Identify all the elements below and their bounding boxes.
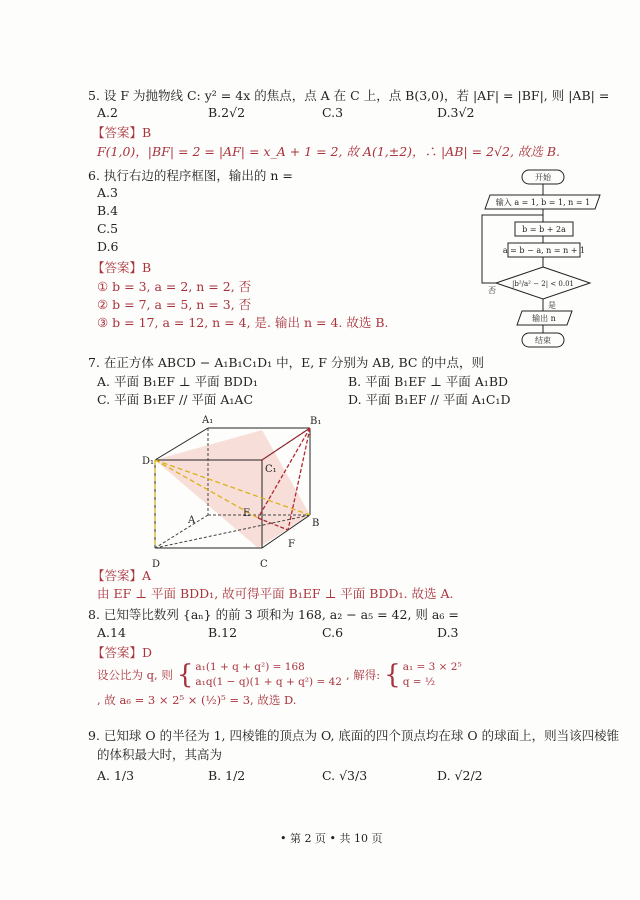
q5-stem: 5. 设 F 为抛物线 C: y² = 4x 的焦点，点 A 在 C 上，点 B(3,0)，若 |AF| = |BF|, 则 |AB| = (88, 88, 610, 103)
q7-option-b: B. 平面 B₁EF ⊥ 平面 A₁BD (348, 374, 509, 389)
q8-sys2-eq1: a₁ = 3 × 2⁵ (402, 661, 462, 673)
q8-option-c: C.6 (322, 625, 344, 640)
q9-option-b: B. 1/2 (208, 768, 246, 783)
flow-start-label: 开始 (535, 173, 551, 182)
flow-end-label: 结束 (535, 336, 551, 345)
q8-system-1-equations (195, 660, 342, 690)
q8-sol-mid: , 解得: (345, 668, 381, 682)
q8-sys1-eq2: a₁q(1 − q)(1 + q + q²) = 42 (195, 676, 342, 688)
q8-system-2 (384, 660, 462, 690)
q9-option-a: A. 1/3 (97, 768, 135, 783)
flow-no-label: 否 (488, 286, 496, 295)
q8-sol-end: , 故 a₆ = 3 × 2⁵ × (½)⁵ = 3, 故选 D. (97, 693, 297, 707)
q5-answer: 【答案】B (92, 125, 152, 140)
q6-step: ① b = 3, a = 2, n = 2, 否 (97, 279, 252, 294)
label-c: C (260, 559, 268, 570)
q6-option-d: D.6 (97, 239, 119, 254)
flow-condition-label: |b²/a² − 2| < 0.01 (511, 280, 575, 288)
q7-option-d: D. 平面 B₁EF // 平面 A₁C₁D (348, 392, 511, 407)
cube-figure (130, 410, 340, 575)
q6-option-a: A.3 (97, 185, 118, 200)
q5-option-a: A.2 (97, 105, 118, 120)
flowchart (470, 165, 620, 350)
q7-answer: 【答案】A (92, 568, 152, 583)
flow-yes-label: 是 (548, 301, 556, 310)
brace-2: { (384, 660, 401, 690)
flow-step2-label: a = b − a, n = n + 1 (502, 246, 586, 255)
q9-option-c: C. √3/3 (322, 768, 368, 783)
q6-step: ② b = 7, a = 5, n = 3, 否 (97, 297, 252, 312)
q5-option-c: C.3 (322, 105, 344, 120)
q7-option-a: A. 平面 B₁EF ⊥ 平面 BDD₁ (97, 374, 258, 389)
q9-stem-line1: 9. 已知球 O 的半径为 1, 四棱锥的顶点为 O, 底面的四个顶点均在球 O 的球面上，则当该四棱锥 (88, 728, 620, 743)
label-b1: B₁ (310, 416, 322, 427)
q8-option-a: A.14 (97, 625, 126, 640)
q8-answer: 【答案】D (92, 645, 153, 660)
q5-option-b: B.2√2 (208, 105, 246, 120)
q6-step: ③ b = 17, a = 12, n = 4, 是. 输出 n = 4. 故选 B. (97, 315, 389, 330)
flow-input-label: 输入 a = 1, b = 1, n = 1 (495, 198, 591, 207)
q8-sys2-eq2: q = ½ (402, 676, 436, 688)
q8-sol-prefix: 设公比为 q, 则 (97, 668, 173, 682)
flow-output-label: 输出 n (532, 314, 556, 323)
q8-option-d: D.3 (437, 625, 459, 640)
label-e: E (243, 508, 251, 519)
q8-stem: 8. 已知等比数列 {aₙ} 的前 3 项和为 168, a₂ − a₅ = 42, 则 a₆ = (88, 607, 459, 622)
q6-option-c: C.5 (97, 221, 119, 236)
q6-stem: 6. 执行右边的程序框图，输出的 n = (88, 168, 293, 183)
q5-solution: F(1,0)，|BF| = 2 = |AF| = x_A + 1 = 2, 故 A(1,±2)，∴ |AB| = 2√2, 故选 B. (97, 144, 561, 159)
q8-sys1-eq1: a₁(1 + q + q²) = 168 (195, 661, 305, 673)
q8-system-2-equations (403, 660, 462, 690)
brace-1: { (176, 660, 194, 690)
label-d1: D₁ (142, 456, 155, 467)
q8-system-1 (177, 660, 342, 690)
q7-stem: 7. 在正方体 ABCD − A₁B₁C₁D₁ 中，E, F 分别为 AB, BC 的中点，则 (88, 355, 484, 370)
label-d: D (152, 559, 161, 570)
q6-answer: 【答案】B (92, 260, 152, 275)
q7-option-c: C. 平面 B₁EF // 平面 A₁AC (97, 392, 254, 407)
q9-option-d: D. √2/2 (437, 768, 483, 783)
q9-stem-line2: 的体积最大时，其高为 (97, 747, 223, 762)
label-b: B (312, 518, 320, 529)
label-f: F (288, 539, 295, 550)
q6-option-b: B.4 (97, 203, 119, 218)
label-a: A (188, 515, 196, 526)
flow-step1-label: b = b + 2a (522, 225, 566, 234)
q7-solution: 由 EF ⊥ 平面 BDD₁, 故可得平面 B₁EF ⊥ 平面 BDD₁. 故选 A. (97, 586, 454, 601)
label-a1: A₁ (202, 415, 214, 426)
page-footer: • 第 2 页 • 共 10 页 (280, 832, 383, 845)
q5-option-d: D.3√2 (437, 105, 475, 120)
label-c1: C₁ (265, 464, 277, 475)
q8-option-b: B.12 (208, 625, 238, 640)
q8-solution (97, 660, 617, 708)
